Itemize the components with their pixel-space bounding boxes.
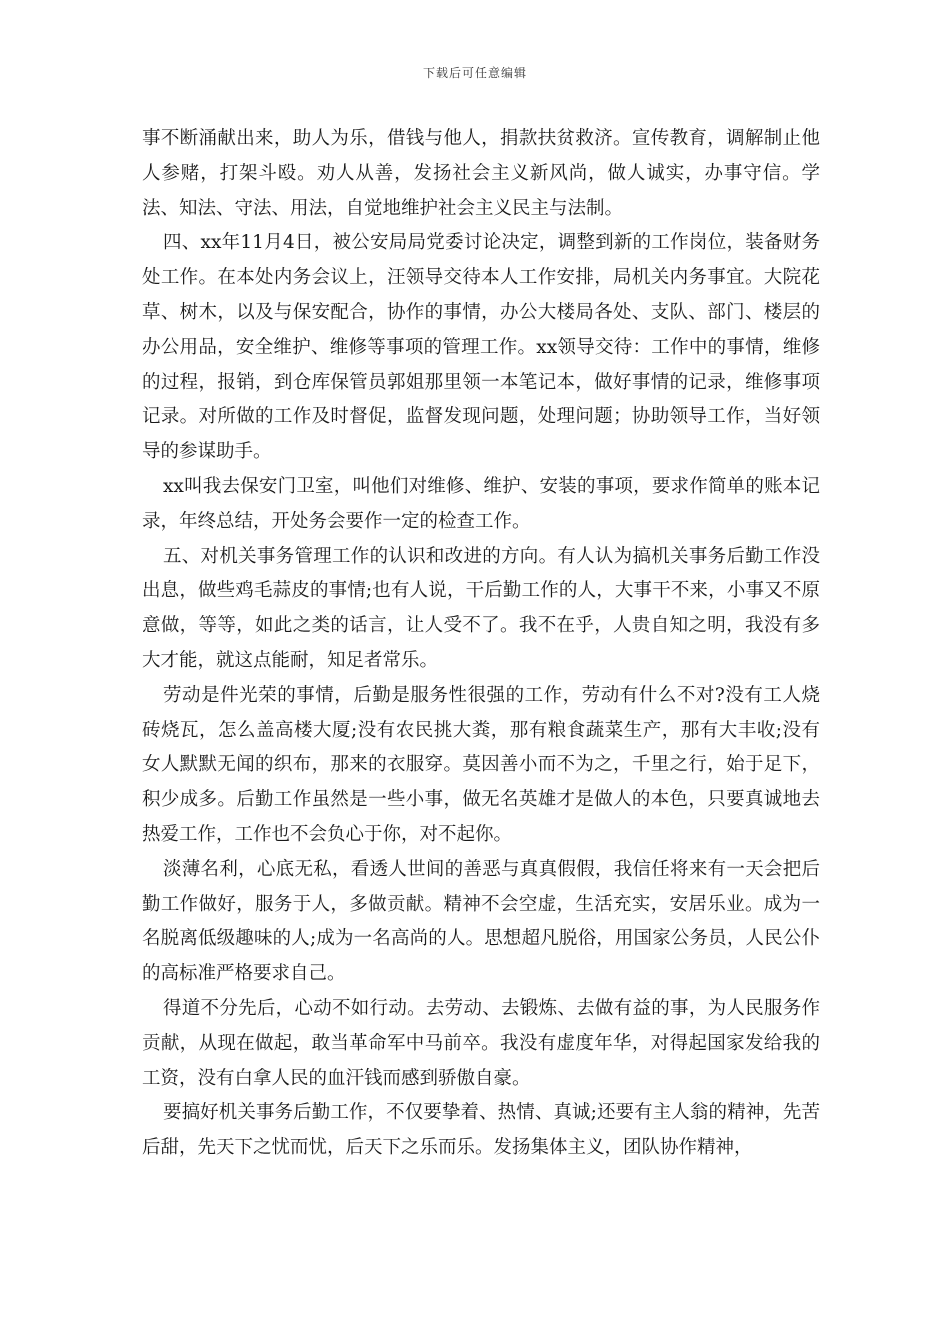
- paragraph-7: 得道不分先后，心动不如行动。去劳动、去锻炼、去做有益的事，为人民服务作贡献，从现在做起，敢当革命军中马前卒。我没有虚度年华，对得起国家发给我的工资，没有白拿人民的血汗钱而感到骄傲自豪。: [142, 997, 820, 1089]
- document-body: [142, 122, 820, 1166]
- paragraph-2: 四、xx年11月4日，被公安局局党委讨论决定，调整到新的工作岗位，装备财务处工作。在本处内务会议上，汪领导交待本人工作安排，局机关内务事宜。大院花草、树木，以及与保安配合，协作的事情，办公大楼局各处、支队、部门、楼层的办公用品，安全维护、维修等事项的管理工作。xx领导交待：工作中的事情，维修的过程，报销，到仓库保管员郭姐那里领一本笔记本，做好事情的记录，维修事项记录。对所做的工作及时督促，监督发现问题，处理问题；协助领导工作，当好领导的参谋助手。: [142, 232, 820, 463]
- paragraph-8: 要搞好机关事务后勤工作，不仅要挚着、热情、真诚;还要有主人翁的精神，先苦后甜，先天下之忧而忧，后天下之乐而乐。发扬集体主义，团队协作精神，: [142, 1102, 820, 1159]
- paragraph-3: xx叫我去保安门卫室，叫他们对维修、维护、安装的事项，要求作简单的账本记录，年终总结，开处务会要作一定的检查工作。: [142, 475, 820, 532]
- page-header: 下载后可任意编辑: [422, 66, 527, 80]
- paragraph-5: 劳动是件光荣的事情，后勤是服务性很强的工作，劳动有什么不对?没有工人烧砖烧瓦，怎么盖高楼大厦;没有农民挑大粪，那有粮食蔬菜生产，那有大丰收;没有女人默默无闻的织布，那来的衣服穿。莫因善小而不为之，千里之行，始于足下，积少成多。后勤工作虽然是一些小事，做无名英雄才是做人的本色，只要真诚地去热爱工作，工作也不会负心于你，对不起你。: [142, 684, 820, 845]
- paragraph-4: 五、对机关事务管理工作的认识和改进的方向。有人认为搞机关事务后勤工作没出息，做些鸡毛蒜皮的事情;也有人说，干后勤工作的人，大事干不来，小事又不原意做，等等，如此之类的话言，让人受不了。我不在乎，人贵自知之明，我没有多大才能，就这点能耐，知足者常乐。: [142, 545, 820, 671]
- paragraph-1: 事不断涌献出来，助人为乐，借钱与他人，捐款扶贫救济。宣传教育，调解制止他人参赌，打架斗殴。劝人从善，发扬社会主义新风尚，做人诚实，办事守信。学法、知法、守法、用法，自觉地维护社会主义民主与法制。: [142, 128, 820, 219]
- paragraph-6: 淡薄名利，心底无私，看透人世间的善恶与真真假假，我信任将来有一天会把后勤工作做好，服务于人，多做贡献。精神不会空虚，生活充实，安居乐业。成为一名脱离低级趣味的人;成为一名高尚的人。思想超凡脱俗，用国家公务员，人民公仆的高标准严格要求自己。: [142, 858, 820, 985]
